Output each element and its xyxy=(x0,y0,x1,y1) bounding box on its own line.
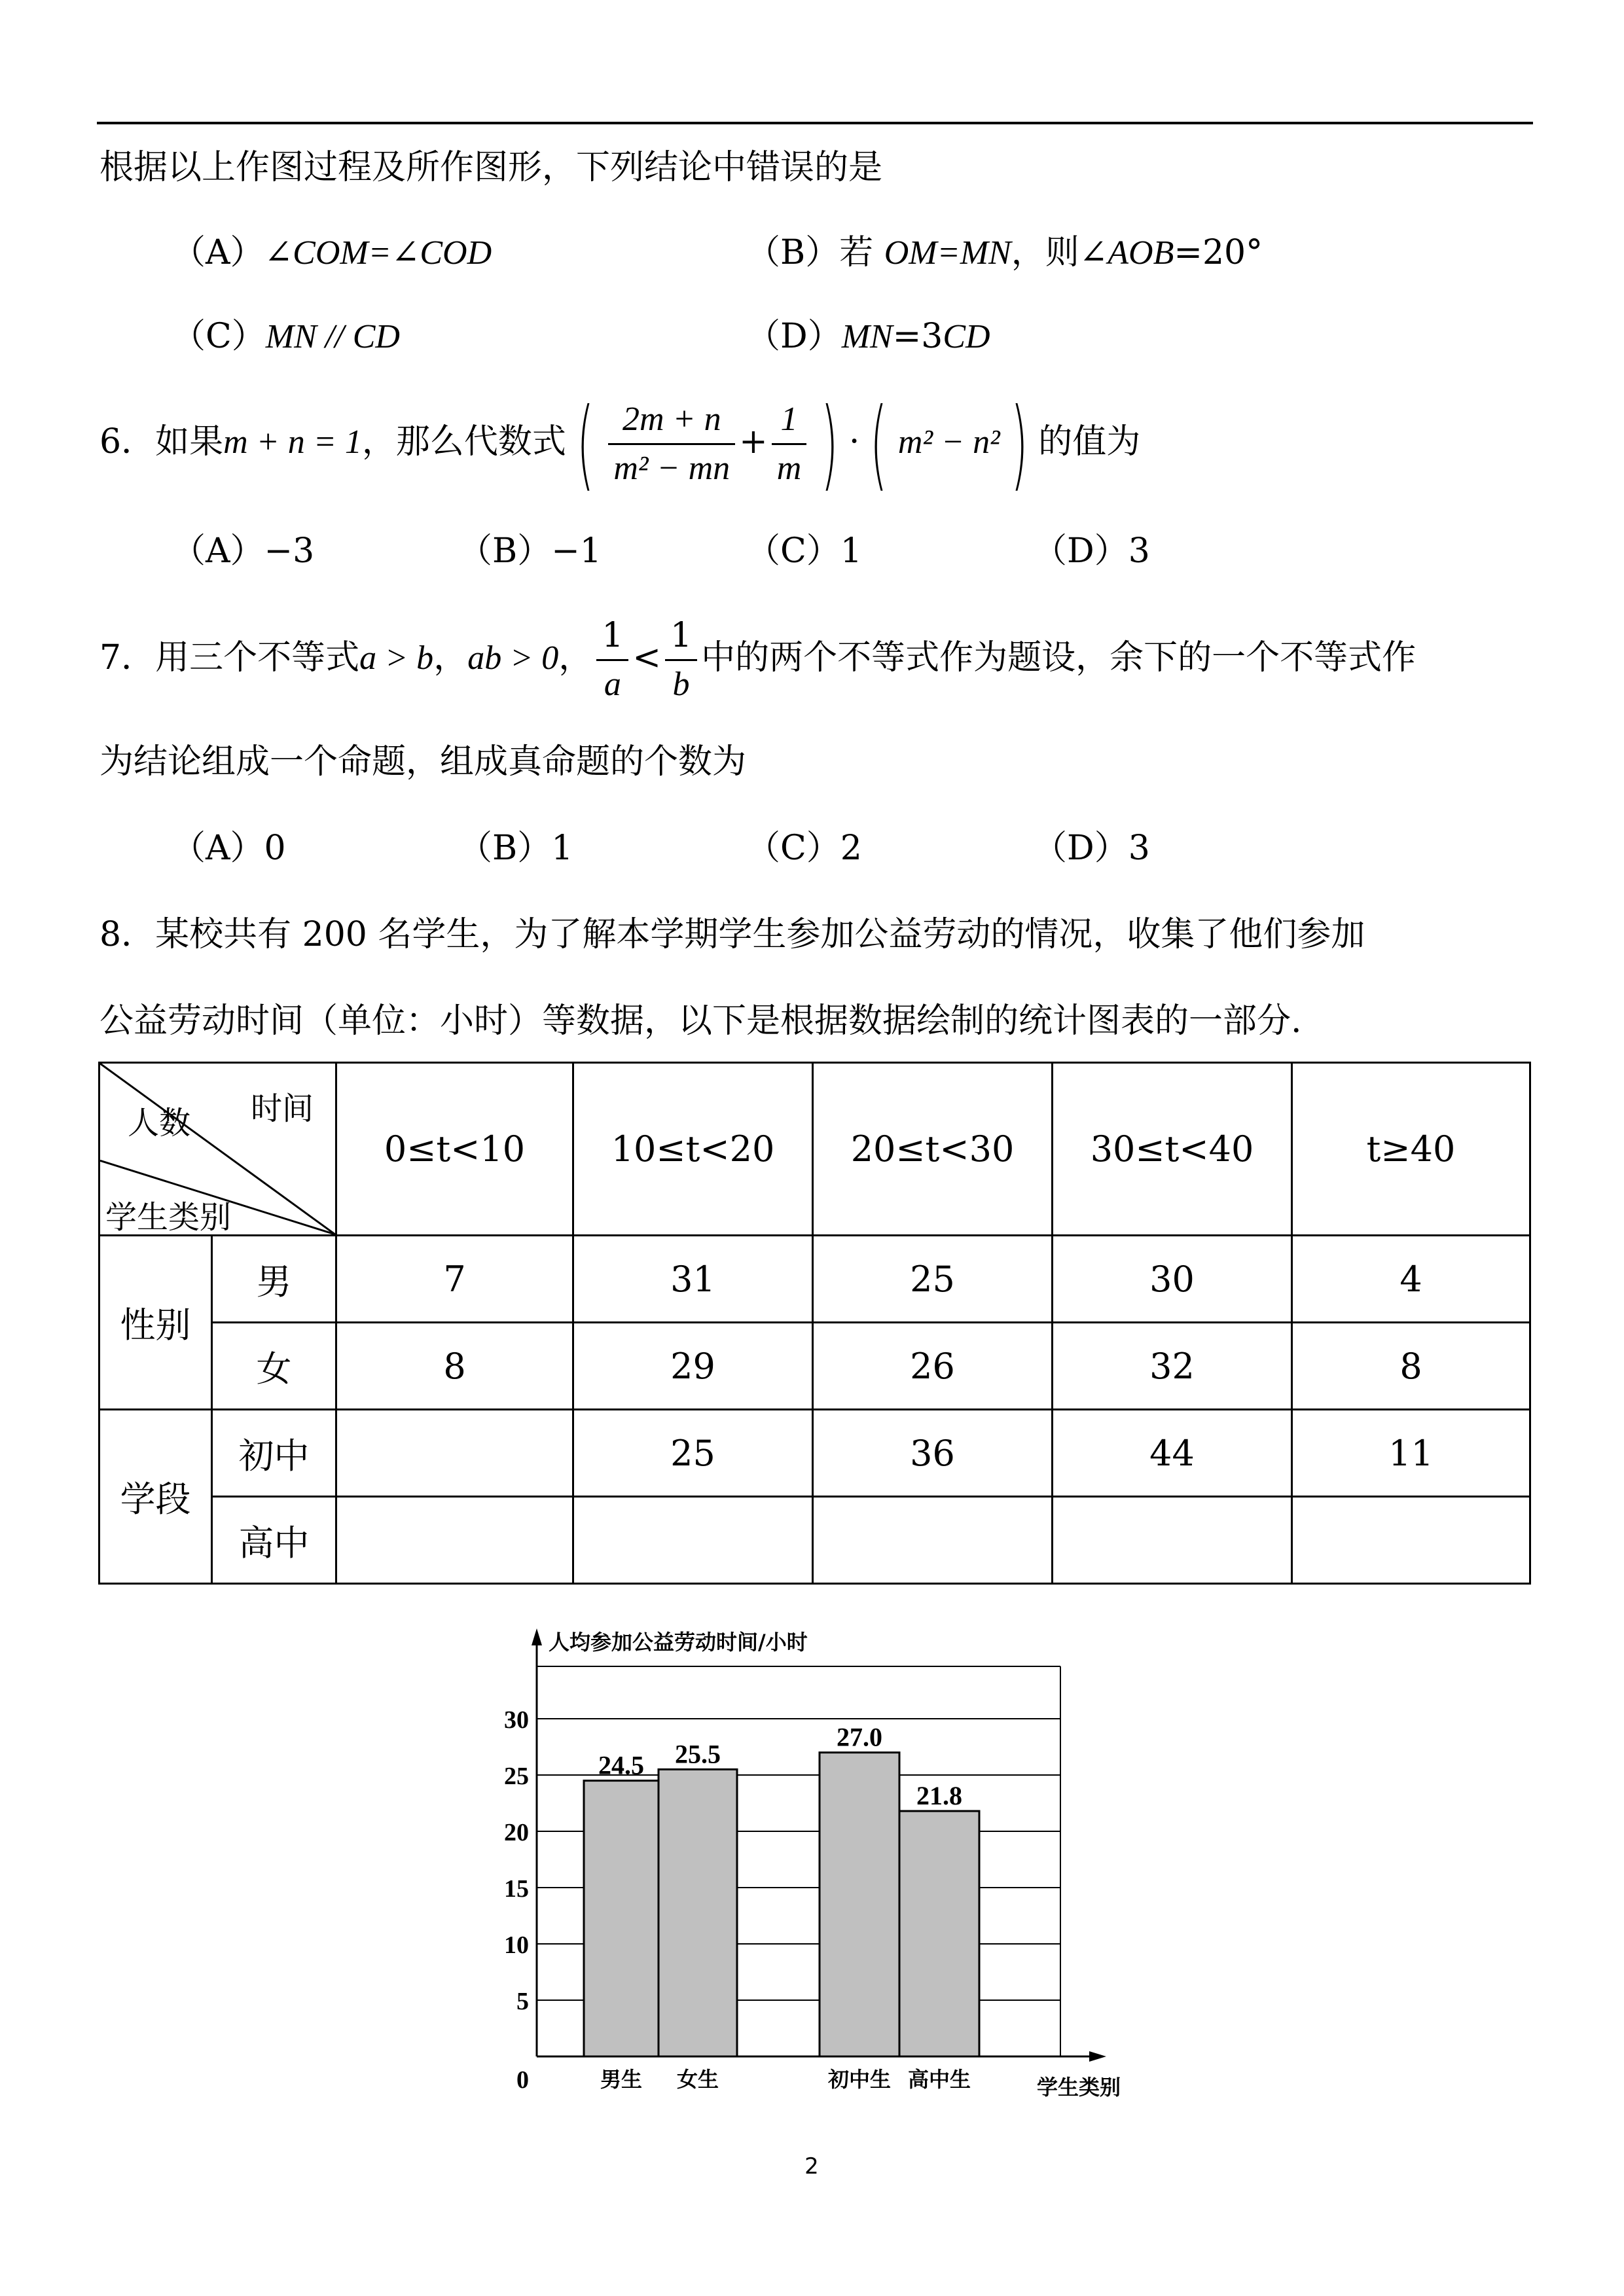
table-cell: 31 xyxy=(573,1236,813,1323)
q5-option-c: （C）MN // CD xyxy=(171,317,400,356)
table-cell: 32 xyxy=(1053,1323,1292,1410)
table-corner-cell xyxy=(99,1063,336,1236)
q5-stem: 根据以上作图过程及所作图形，下列结论中错误的是 xyxy=(99,148,883,187)
row-group-stage: 学段 xyxy=(99,1410,212,1584)
col-header: 0≤t<10 xyxy=(336,1063,573,1236)
q7-fraction-b: $\frac{1}{b}$ xyxy=(665,616,697,704)
data-table xyxy=(98,1062,1531,1585)
origin-label: 0 xyxy=(516,2066,529,2094)
col-header: t≥40 xyxy=(1292,1063,1530,1236)
row-label: 高中 xyxy=(212,1497,336,1584)
x-axis-arrow-icon xyxy=(1089,2051,1106,2062)
table-cell: 36 xyxy=(813,1410,1053,1497)
q6-fraction-2: $\frac{1}{m}$ xyxy=(772,400,807,488)
table-cell: 44 xyxy=(1053,1410,1292,1497)
q6-fraction-1: $\frac{2m + n}{\text{m² − mn}}$ xyxy=(608,400,735,488)
table-cell: 11 xyxy=(1292,1410,1530,1497)
bar-value-label: 27.0 xyxy=(837,1722,882,1752)
bar-value-label: 24.5 xyxy=(598,1750,644,1780)
table-cell: 26 xyxy=(813,1323,1053,1410)
table-cell xyxy=(1053,1497,1292,1584)
table-cell: 7 xyxy=(336,1236,573,1323)
table-cell: 29 xyxy=(573,1323,813,1410)
y-axis-label: 人均参加公益劳动时间/小时 xyxy=(549,1630,808,1655)
table-row xyxy=(99,1410,1530,1497)
q5-option-b: （B）若 OM=MN，则∠AOB=20° xyxy=(746,233,1263,272)
q7-option-a: （A）0 xyxy=(171,829,286,868)
q7-fraction-a: $\frac{1}{a}$ xyxy=(596,616,628,704)
row-label: 初中 xyxy=(212,1410,336,1497)
bar xyxy=(659,1769,737,2056)
bar-value-label: 21.8 xyxy=(916,1781,962,1811)
x-category-label: 初中生 xyxy=(827,2067,892,2092)
x-axis-label: 学生类别 xyxy=(1037,2075,1121,2100)
corner-label-time: 时间 xyxy=(251,1090,314,1127)
table-row xyxy=(99,1323,1530,1410)
table-cell: 25 xyxy=(813,1236,1053,1323)
q8-line2: 公益劳动时间（单位：小时）等数据，以下是根据数据绘制的统计图表的一部分. xyxy=(99,1001,1302,1041)
bar-chart xyxy=(484,1602,1152,2113)
table-cell xyxy=(813,1497,1053,1584)
table-cell xyxy=(573,1497,813,1584)
bar-chart-svg xyxy=(484,1602,1152,2113)
y-tick-label: 20 xyxy=(504,1819,529,1846)
bar xyxy=(820,1753,899,2056)
q7-option-b: （B）1 xyxy=(458,829,573,868)
q6-option-b: （B）−1 xyxy=(458,531,602,571)
q7-stem: 7．用三个不等式a > b，ab > 0， $\frac{1}{a}$ < $\frac{1}{b}$ 中的两个不等式作为题设，余下的一个不等式作 xyxy=(99,616,1416,703)
header-rule xyxy=(97,122,1533,124)
table-cell xyxy=(336,1497,573,1584)
table-row xyxy=(99,1236,1530,1323)
table-cell xyxy=(336,1410,573,1497)
row-label: 男 xyxy=(212,1236,336,1323)
x-category-label: 高中生 xyxy=(907,2067,971,2092)
table-cell: 25 xyxy=(573,1410,813,1497)
row-group-gender: 性别 xyxy=(99,1236,212,1410)
q6-stem: 6．如果m + n = 1，那么代数式 ( $\frac{2m + n}{\text{m² − mn}}$ + $\frac{1}{m}$ ) · ( m² − n² ) 的值为 xyxy=(99,387,1141,501)
q6-option-d: （D）3 xyxy=(1033,531,1150,571)
y-tick-label: 30 xyxy=(504,1706,529,1734)
col-header: 30≤t<40 xyxy=(1053,1063,1292,1236)
corner-label-count: 人数 xyxy=(128,1105,191,1141)
y-tick-label: 5 xyxy=(516,1988,529,2015)
table-row xyxy=(99,1497,1530,1584)
table-cell: 8 xyxy=(336,1323,573,1410)
q8-line1: 8．某校共有 200 名学生，为了解本学期学生参加公益劳动的情况，收集了他们参加 xyxy=(99,915,1365,954)
col-header: 10≤t<20 xyxy=(573,1063,813,1236)
q7-option-c: （C）2 xyxy=(746,829,862,868)
y-tick-label: 25 xyxy=(504,1763,529,1790)
bar xyxy=(899,1811,979,2056)
x-category-label: 女生 xyxy=(676,2067,719,2092)
corner-label-category: 学生类别 xyxy=(105,1199,232,1236)
q6-option-c: （C）1 xyxy=(746,531,862,571)
table-cell: 4 xyxy=(1292,1236,1530,1323)
bar xyxy=(584,1781,659,2056)
y-tick-label: 15 xyxy=(504,1875,529,1903)
q6-option-a: （A）−3 xyxy=(171,531,315,571)
col-header: 20≤t<30 xyxy=(813,1063,1053,1236)
page-number: 2 xyxy=(804,2153,819,2179)
q7-stem-line2: 为结论组成一个命题，组成真命题的个数为 xyxy=(99,742,747,781)
bar-value-label: 25.5 xyxy=(675,1739,721,1769)
q5-option-a: （A）∠COM=∠COD xyxy=(171,233,492,272)
q7-option-d: （D）3 xyxy=(1033,829,1150,868)
q5-option-d: （D）MN=3CD xyxy=(746,317,990,356)
table-cell xyxy=(1292,1497,1530,1584)
y-tick-label: 10 xyxy=(504,1931,529,1959)
table-cell: 8 xyxy=(1292,1323,1530,1410)
x-category-label: 男生 xyxy=(600,2067,643,2092)
table-cell: 30 xyxy=(1053,1236,1292,1323)
y-axis-arrow-icon xyxy=(532,1628,542,1645)
row-label: 女 xyxy=(212,1323,336,1410)
